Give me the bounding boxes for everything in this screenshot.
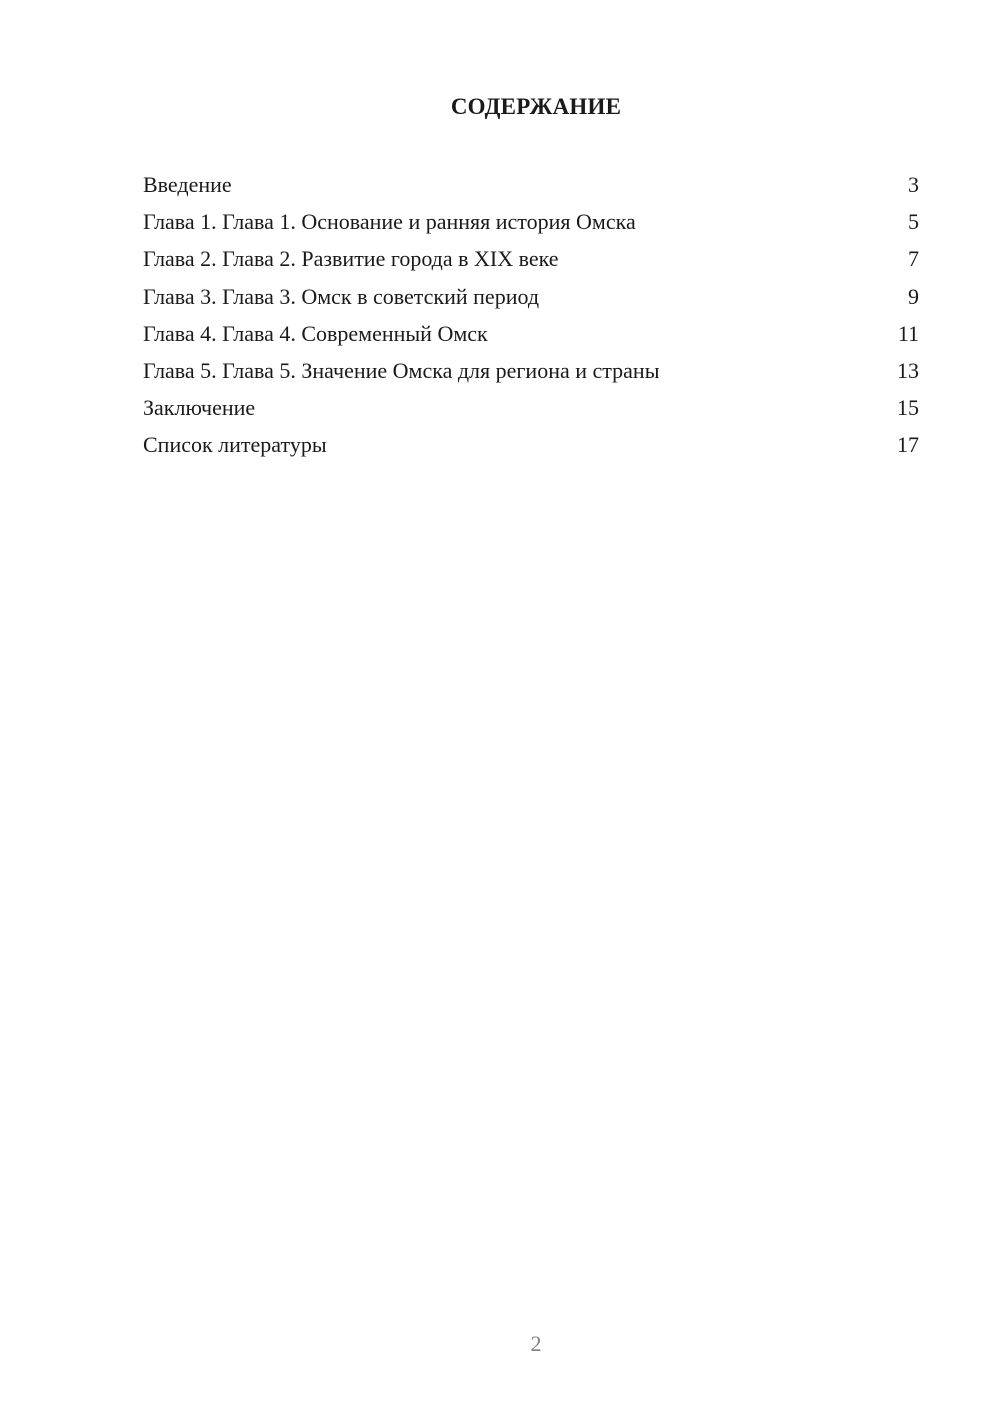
toc-entry-page: 3 — [908, 172, 919, 197]
toc-entry-label: Список литературы — [143, 432, 327, 458]
toc-entry-page: 13 — [897, 357, 919, 383]
toc-entry-label: Введение — [143, 172, 232, 197]
page-number: 2 — [530, 1331, 542, 1356]
toc-entry-chapter-4[interactable] — [143, 315, 919, 352]
toc-entry-page: 11 — [897, 320, 919, 346]
toc-entry-page: 17 — [897, 432, 919, 458]
toc-list — [143, 166, 919, 464]
toc-entry-chapter-3[interactable] — [143, 278, 919, 315]
toc-entry-introduction[interactable] — [143, 166, 919, 203]
toc-entry-page: 15 — [897, 395, 919, 421]
toc-entry-label: Глава 3. Глава 3. Омск в советский период — [143, 283, 540, 309]
toc-entry-label: Глава 2. Глава 2. Развитие города в XIX веке — [143, 246, 559, 272]
toc-entry-chapter-2[interactable] — [143, 240, 919, 277]
toc-entry-page: 9 — [908, 283, 919, 309]
toc-entry-references[interactable] — [143, 426, 919, 463]
toc-title: СОДЕРЖАНИЕ — [450, 94, 622, 119]
toc-entry-page: 7 — [908, 246, 919, 272]
toc-entry-label: Глава 4. Глава 4. Современный Омск — [143, 320, 488, 346]
toc-entry-label: Глава 5. Глава 5. Значение Омска для региона и страны — [143, 357, 660, 383]
toc-entry-page: 5 — [908, 209, 919, 235]
toc-entry-chapter-5[interactable] — [143, 352, 919, 389]
toc-entry-conclusion[interactable] — [143, 389, 919, 426]
toc-entry-label: Глава 1. Глава 1. Основание и ранняя история Омска — [143, 209, 636, 235]
toc-entry-label: Заключение — [143, 395, 256, 421]
toc-entry-chapter-1[interactable] — [143, 203, 919, 240]
